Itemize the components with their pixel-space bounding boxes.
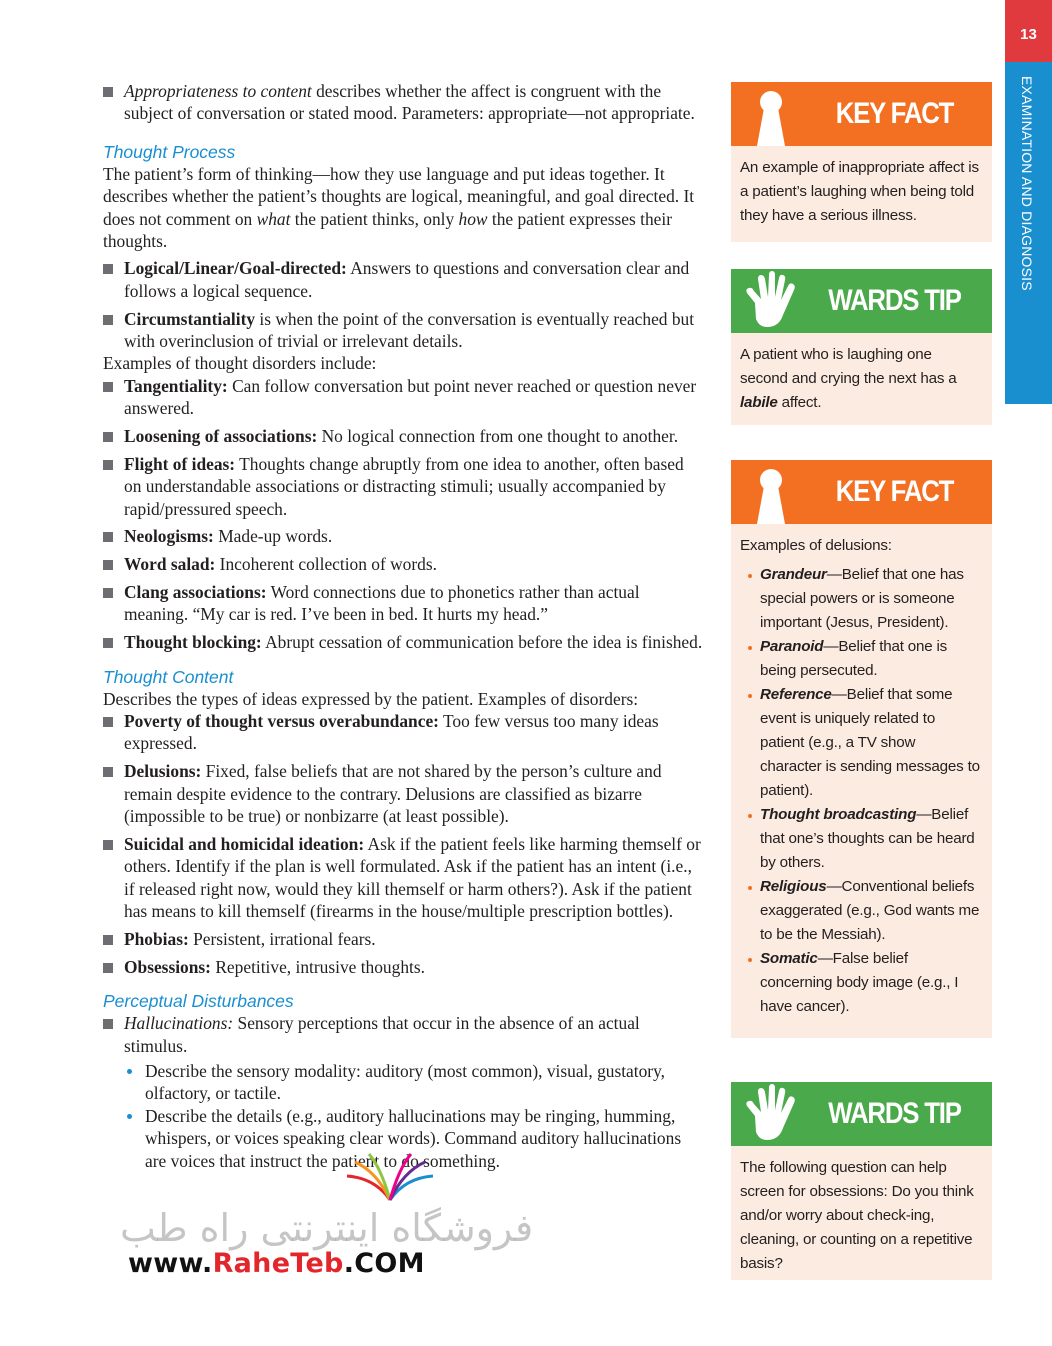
key-fact-header xyxy=(731,82,992,146)
delusions-intro: Examples of delusions: xyxy=(740,537,892,554)
delusion-item: Paranoid—Belief that one is being persecuted. xyxy=(740,635,980,683)
page-number: 13 xyxy=(1005,0,1052,62)
hand-icon xyxy=(741,269,801,333)
thought-process-heading: Thought Process xyxy=(103,141,236,162)
sub-list-item: Describe the details (e.g., auditory hallucinations may be ringing, humming, whispers, or voices speaking clear words). Command auditory hallucinations are voices that instruct the patient to do something. xyxy=(124,1105,703,1172)
list-item: Phobias: Persistent, irrational fears. xyxy=(103,928,703,950)
list-item: Hallucinations: Sensory perceptions that occur in the absence of an actual stimulus. Describe the sensory modality: auditory (most common), visual, gustatory, olfactory, or tactile. Describe the details (e.g., auditory hallucinations may be ringing, humming, whispers, or voices speaking clear words). Command auditory hallucinations are voices that instruct the patient to do something. xyxy=(103,1012,703,1172)
perceptual-list xyxy=(103,1012,703,1172)
key-fact-box-2 xyxy=(731,460,992,1038)
delusion-item: Religious—Conventional beliefs exaggerated (e.g., God wants me to be the Messiah). xyxy=(740,875,980,947)
list-item: Delusions: Fixed, false beliefs that are not shared by the person’s culture and remain despite evidence to the contrary. Delusions are classified as bizarre (impossible to be true) or nonbizarre (at least possible). xyxy=(103,760,703,827)
list-item: Flight of ideas: Thoughts change abruptly from one idea to another, often based on understandable associations or distracting stimuli; usually accompanied by rapid/pressured speech. xyxy=(103,453,703,520)
thought-content-list xyxy=(103,710,703,978)
key-fact-box-1 xyxy=(731,82,992,242)
list-item: Circumstantiality is when the point of the conversation is eventually reached but with overinclusion of trivial or irrelevant details. xyxy=(103,308,703,353)
list-item: Word salad: Incoherent collection of words. xyxy=(103,553,703,575)
delusions-list xyxy=(740,563,980,1019)
watermark-persian: فروشگاه اینترنتی راه طب xyxy=(120,1206,534,1250)
watermark-url: www.RaheTeb.COM xyxy=(128,1248,425,1279)
thought-content-heading: Thought Content xyxy=(103,666,234,687)
thought-process-paragraph: The patient’s form of thinking—how they use language and put ideas together. It describes whether the patient’s thoughts are logical, meaningful, and goal directed. It does not comment on what the patient thinks, only how the patient expresses their thoughts. xyxy=(103,163,695,252)
thought-content-intro: Describes the types of ideas expressed by the patient. Examples of disorders: xyxy=(103,688,639,709)
chapter-tab xyxy=(1005,62,1052,404)
wards-tip-header xyxy=(731,269,992,333)
list-item: Logical/Linear/Goal-directed: Answers to questions and conversation clear and follows a logical sequence. xyxy=(103,257,703,302)
delusion-item: Grandeur—Belief that one has special powers or is someone important (Jesus, President). xyxy=(740,563,980,635)
key-fact-title: KEY FACT xyxy=(835,475,954,508)
wards-tip-header xyxy=(731,1082,992,1146)
wards-tip-title: WARDS TIP xyxy=(828,284,961,317)
key-fact-header xyxy=(731,460,992,524)
key-fact-title: KEY FACT xyxy=(835,97,954,130)
wards-tip-body: A patient who is laughing one second and crying the next has a labile affect. xyxy=(740,346,957,411)
key-fact-body: An example of inappropriate affect is a patient’s laughing when being told they have a serious illness. xyxy=(740,159,979,224)
list-item: Loosening of associations: No logical connection from one thought to another. xyxy=(103,425,703,447)
wards-tip-box-2 xyxy=(731,1082,992,1280)
delusion-item: Thought broadcasting—Belief that one’s thoughts can be heard by others. xyxy=(740,803,980,875)
thought-process-list-a xyxy=(103,257,703,352)
list-item: Suicidal and homicidal ideation: Ask if the patient feels like harming themself or others. Identify if the plan is well formulated. Ask if the patient has an intent (i.e., if released right now, would they kill themself or harm others?). Ask if the patient has means to kill themself (firearms in the house/multiple prescription bottles). xyxy=(103,833,703,923)
intro-list xyxy=(103,80,703,125)
list-item: Neologisms: Made-up words. xyxy=(103,525,703,547)
list-item: Thought blocking: Abrupt cessation of communication before the idea is finished. xyxy=(103,631,703,653)
chapter-tab-label: EXAMINATION AND DIAGNOSIS xyxy=(1019,76,1035,291)
thought-disorders-list xyxy=(103,375,703,654)
list-item: Poverty of thought versus overabundance: Too few versus too many ideas expressed. xyxy=(103,710,703,755)
keyhole-icon xyxy=(741,460,801,524)
hand-icon xyxy=(741,1082,801,1146)
hallucination-sublist xyxy=(124,1060,703,1172)
thought-disorders-intro: Examples of thought disorders include: xyxy=(103,353,377,374)
delusion-item: Reference—Belief that some event is uniquely related to patient (e.g., a TV show character is sending messages to patient). xyxy=(740,683,980,803)
key-fact-body xyxy=(731,524,992,1031)
list-item: Tangentiality: Can follow conversation but point never reached or question never answered. xyxy=(103,375,703,420)
main-column xyxy=(103,80,703,1177)
sub-list-item: Describe the sensory modality: auditory (most common), visual, gustatory, olfactory, or tactile. xyxy=(124,1060,703,1105)
perceptual-heading: Perceptual Disturbances xyxy=(103,991,294,1012)
list-item: Clang associations: Word connections due to phonetics rather than actual meaning. “My car is red. I’ve been in bed. It hurts my head.” xyxy=(103,581,703,626)
wards-tip-body: The following question can help screen for obsessions: Do you think and/or worry about check-ing, cleaning, or counting on a repetitive basis? xyxy=(740,1159,974,1272)
keyhole-icon xyxy=(741,82,801,146)
list-item: Obsessions: Repetitive, intrusive thoughts. xyxy=(103,956,703,978)
delusion-item: Somatic—False belief concerning body image (e.g., I have cancer). xyxy=(740,947,980,1019)
wards-tip-box-1 xyxy=(731,269,992,425)
wards-tip-title: WARDS TIP xyxy=(828,1097,961,1130)
list-item: Appropriateness to content describes whether the affect is congruent with the subject of conversation or stated mood. Parameters: appropriate—not appropriate. xyxy=(103,80,703,125)
